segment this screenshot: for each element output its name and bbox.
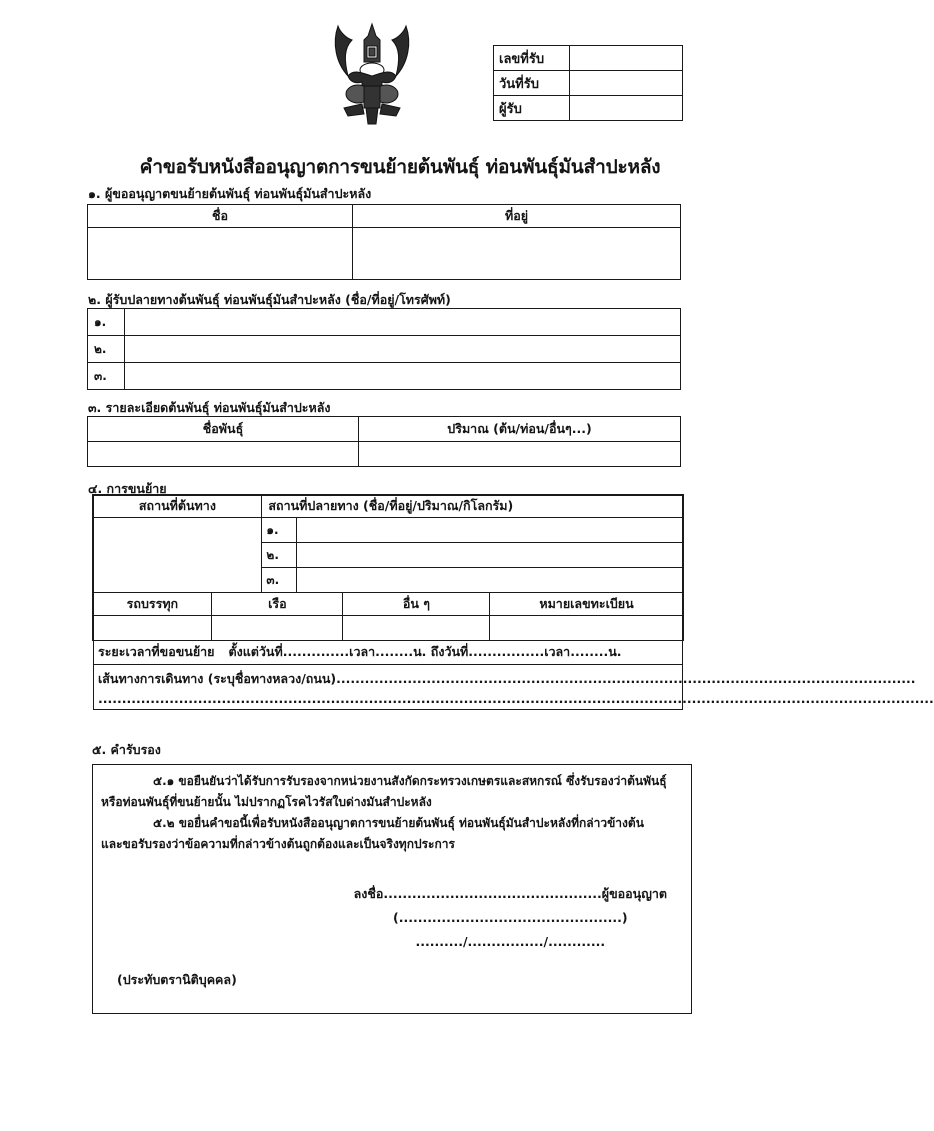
period-label: ระยะเวลาที่ขอขนย้าย <box>98 643 215 659</box>
quantity-field[interactable] <box>359 442 681 467</box>
transport-table <box>92 494 683 593</box>
section5-heading: ๕. คำรับรอง <box>92 742 161 757</box>
col-name-header: ชื่อ <box>88 205 353 228</box>
destination-header: สถานที่ปลายทาง (ชื่อ/ที่อยู่/ปริมาณ/กิโลกรัม) <box>262 495 683 518</box>
receipt-date-label: วันที่รับ <box>494 71 570 96</box>
destination-num-2: ๒. <box>262 543 297 568</box>
recipient-num-2: ๒. <box>88 336 125 363</box>
applicant-table <box>87 204 681 280</box>
origin-header: สถานที่ต้นทาง <box>93 495 262 518</box>
destination-field-2[interactable] <box>297 543 683 568</box>
route-field-line2[interactable]: ................................................................................................................................................................................ <box>98 691 934 707</box>
section3-heading: ๓. รายละเอียดต้นพันธุ์ ท่อนพันธุ์มันสำปะหลัง <box>88 400 331 415</box>
signature-line[interactable]: ลงชื่อ..............................................ผู้ขออนุญาต <box>353 886 667 901</box>
receipt-box <box>493 45 683 121</box>
vehicle-boat-header: เรือ <box>212 592 343 615</box>
date-line[interactable]: ........../................/............ <box>415 934 606 949</box>
vehicle-truck-header: รถบรรทุก <box>93 592 212 615</box>
route-row <box>94 665 934 709</box>
page-title: คำขอรับหนังสืออนุญาตการขนย้ายต้นพันธุ์ ท่อนพันธุ์มันสำปะหลัง <box>139 156 661 178</box>
recipient-field-1[interactable] <box>125 309 681 336</box>
seal-note: (ประทับตรานิติบุคคล) <box>117 972 237 987</box>
other-field[interactable] <box>343 615 490 640</box>
transport-box <box>93 495 934 710</box>
garuda-emblem <box>330 18 414 128</box>
recipient-field-2[interactable] <box>125 336 681 363</box>
col-address-header: ที่อยู่ <box>353 205 681 228</box>
receiver-field[interactable] <box>570 96 683 121</box>
cert-para2-line1: ๕.๒ ขอยื่นคำขอนี้เพื่อรับหนังสืออนุญาตการขนย้ายต้นพันธุ์ ท่อนพันธุ์มันสำปะหลังที่กล่าวข้างต้น <box>153 816 644 830</box>
cert-para2-line2: และขอรับรองว่าข้อความที่กล่าวข้างต้นถูกต้องและเป็นจริงทุกประการ <box>101 837 455 851</box>
section1-heading: ๑. ผู้ขออนุญาตขนย้ายต้นพันธุ์ ท่อนพันธุ์มันสำปะหลัง <box>88 186 372 201</box>
origin-field[interactable] <box>93 518 262 593</box>
plate-number-field[interactable] <box>490 615 683 640</box>
col-variety-header: ชื่อพันธุ์ <box>88 417 359 442</box>
vehicle-table <box>92 592 683 641</box>
col-quantity-header: ปริมาณ (ต้น/ท่อน/อื่นๆ...) <box>359 417 681 442</box>
receipt-number-label: เลขที่รับ <box>494 46 570 71</box>
recipient-field-3[interactable] <box>125 363 681 390</box>
receipt-row-receiver <box>494 96 683 121</box>
applicant-address-field[interactable] <box>353 228 681 280</box>
recipient-num-1: ๑. <box>88 309 125 336</box>
destination-num-3: ๓. <box>262 568 297 593</box>
receiver-label: ผู้รับ <box>494 96 570 121</box>
period-row <box>94 639 682 665</box>
truck-field[interactable] <box>93 615 212 640</box>
recipient-table <box>87 308 681 390</box>
applicant-name-field[interactable] <box>88 228 353 280</box>
boat-field[interactable] <box>212 615 343 640</box>
receipt-date-field[interactable] <box>570 71 683 96</box>
section4-heading: ๔. การขนย้าย <box>88 481 167 496</box>
certification-text <box>101 771 687 855</box>
section2-heading: ๒. ผู้รับปลายทางต้นพันธุ์ ท่อนพันธุ์มันสำปะหลัง (ชื่อ/ที่อยู่/โทรศัพท์) <box>88 292 451 307</box>
destination-field-3[interactable] <box>297 568 683 593</box>
certification-box <box>92 764 692 1014</box>
variety-field[interactable] <box>88 442 359 467</box>
cert-para1-line1: ๕.๑ ขอยืนยันว่าได้รับการรับรองจากหน่วยงานสังกัดกระทรวงเกษตรและสหกรณ์ ซึ่งรับรองว่าต้นพันธุ์ <box>153 774 667 788</box>
period-field[interactable]: ตั้งแต่วันที่..............เวลา........น. ถึงวันที่................เวลา........น. <box>228 643 622 659</box>
printed-name-line[interactable]: (...............................................) <box>392 910 628 925</box>
recipient-num-3: ๓. <box>88 363 125 390</box>
signature-block <box>354 885 667 951</box>
receipt-number-field[interactable] <box>570 46 683 71</box>
vehicle-other-header: อื่น ๆ <box>343 592 490 615</box>
route-field[interactable]: เส้นทางการเดินทาง (ระบุชื่อทางหลวง/ถนน).......................................................................................................................... <box>98 671 916 687</box>
variety-table <box>87 416 681 467</box>
receipt-row-date <box>494 71 683 96</box>
destination-num-1: ๑. <box>262 518 297 543</box>
destination-field-1[interactable] <box>297 518 683 543</box>
cert-para1-line2: หรือท่อนพันธุ์ที่ขนย้ายนั้น ไม่ปรากฏโรคไวรัสใบด่างมันสำปะหลัง <box>101 795 432 809</box>
plate-number-header: หมายเลขทะเบียน <box>490 592 683 615</box>
receipt-row-number <box>494 46 683 71</box>
